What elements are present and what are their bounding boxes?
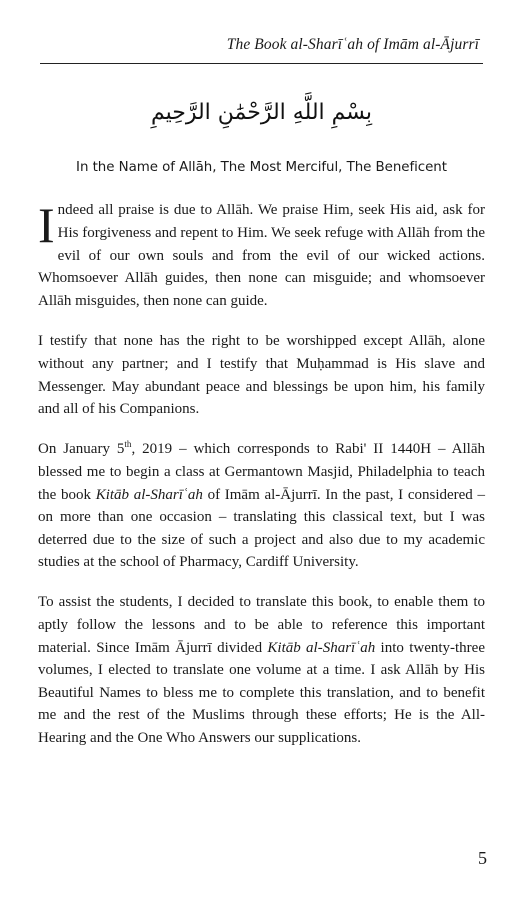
running-head: The Book al-Sharīʿah of Imām al-Ājurrī — [226, 36, 479, 53]
page-number: 5 — [478, 848, 487, 868]
paragraph-translation-purpose — [38, 591, 485, 749]
paragraph-praise — [38, 199, 485, 313]
drop-cap: I — [38, 197, 55, 253]
p4-text-a: To assist the students, I decided to translate this book, to enable them to aptly follow the lessons and to be able to reference this important material. Since Imām Ājurrī divided — [38, 594, 485, 656]
p3-book-title: Kitāb al-Sharīʿah — [95, 486, 203, 503]
p3-superscript: th — [124, 439, 132, 450]
p3-text-c: of Imām al-Ājurrī. In the past, I considered – on more than one occasion – translating this classical text, but I was deterred due to the size of such a project and also due to my academic studies at the school of Pharmacy, Cardiff University. — [38, 486, 485, 571]
p4-book-title: Kitāb al-Sharīʿah — [267, 639, 376, 656]
basmala-calligraphy: بِسْمِ اللَّهِ الرَّحْمَٰنِ الرَّحِيمِ — [150, 100, 373, 125]
name-of-allah-line: In the Name of Allāh, The Most Merciful, The Beneficent — [76, 160, 447, 175]
p3-text-a: On January 5 — [38, 441, 125, 458]
body-text — [38, 199, 485, 767]
paragraph-class-origin — [38, 438, 485, 574]
paragraph-praise-text: ndeed all praise is due to Allāh. We praise Him, seek His aid, ask for His forgiveness and repent to Him. We seek refuge with Allāh from the evil of our own souls and from the evil of our wicked actions. Whomsoever Allāh guides, then none can misguide; and whomsoever Allāh misguides, then none can guide. — [38, 202, 485, 310]
paragraph-testimony: I testify that none has the right to be worshipped except Allāh, alone without any partner; and I testify that Muḥammad is His slave and Messenger. May abundant peace and blessings be upon him, his family and all of his Companions. — [38, 333, 485, 418]
p3-text-b: , 2019 – which corresponds to Rabi' II 1440H – Allāh blessed me to begin a class at Germantown Masjid, Philadelphia to teach the book — [38, 441, 485, 503]
header-rule — [40, 63, 483, 64]
p4-text-b: into twenty-three volumes, I elected to translate one volume at a time. I ask Allāh by His Beautiful Names to bless me to complete this translation, and to benefit me and the rest of the Muslims through these efforts; He is the All-Hearing and the One Who Answers our supplications. — [38, 639, 485, 746]
